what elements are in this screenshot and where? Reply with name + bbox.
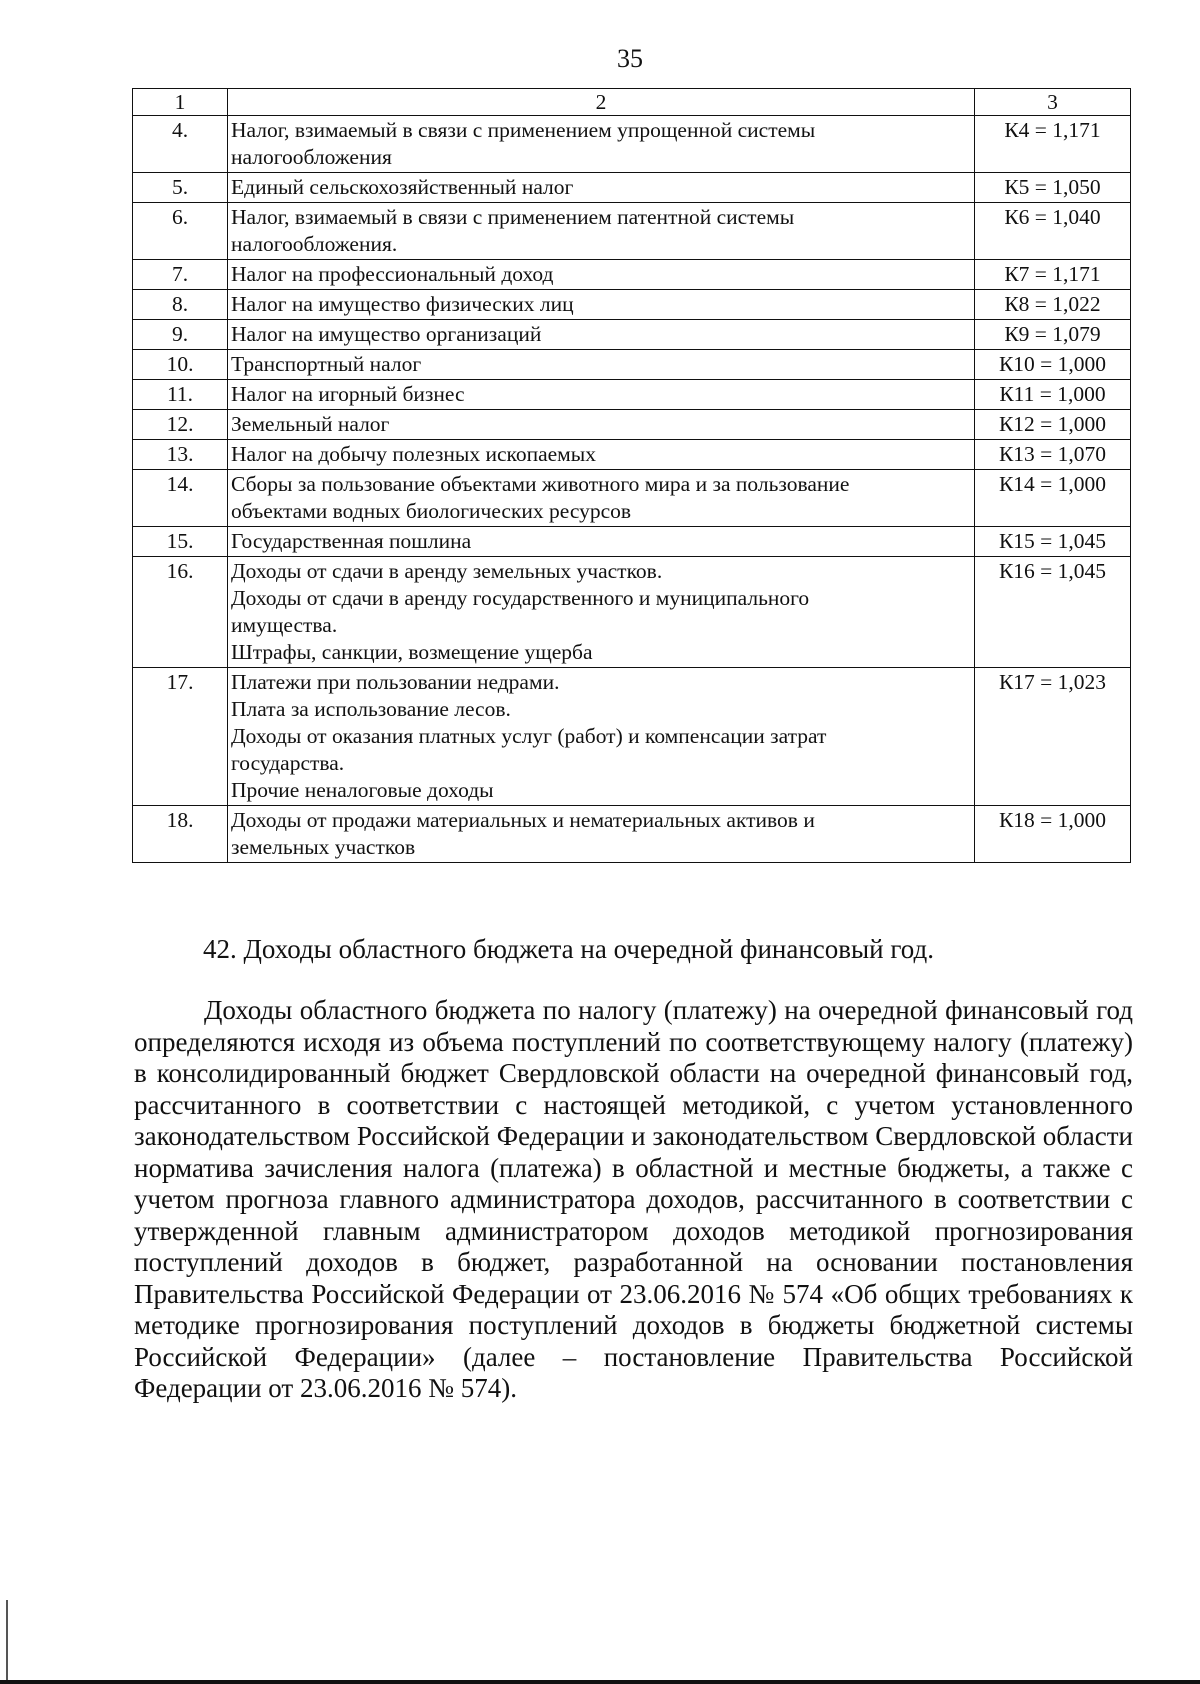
- income-type-line: Земельный налог: [231, 412, 390, 436]
- table-row: [133, 668, 1131, 806]
- table-row: [133, 380, 1131, 410]
- row-number: 10.: [133, 350, 228, 380]
- income-type-line: государства.: [231, 751, 345, 775]
- table-row: [133, 203, 1131, 260]
- coefficient-value: К13 = 1,070: [975, 440, 1131, 470]
- income-type-line: Налог, взимаемый в связи с применением упрощенной системы: [231, 118, 816, 142]
- coefficient-value: К17 = 1,023: [975, 668, 1131, 806]
- coefficient-value: К12 = 1,000: [975, 410, 1131, 440]
- income-type: [228, 350, 975, 380]
- income-type-line: Налог на профессиональный доход: [231, 262, 554, 286]
- table-row: [133, 557, 1131, 668]
- row-number: 18.: [133, 806, 228, 863]
- table-row: [133, 527, 1131, 557]
- header-cell-2: 2: [228, 89, 975, 116]
- row-number: 8.: [133, 290, 228, 320]
- coefficient-value: К15 = 1,045: [975, 527, 1131, 557]
- income-type-line: Сборы за пользование объектами животного мира и за пользование: [231, 472, 850, 496]
- coefficient-value: К4 = 1,171: [975, 116, 1131, 173]
- table-row: [133, 116, 1131, 173]
- row-number: 9.: [133, 320, 228, 350]
- coefficient-value: К8 = 1,022: [975, 290, 1131, 320]
- income-type-line: налогообложения.: [231, 232, 398, 256]
- table-row: [133, 260, 1131, 290]
- income-type-line: Налог на имущество организаций: [231, 322, 542, 346]
- income-type-line: имущества.: [231, 613, 338, 637]
- row-number: 14.: [133, 470, 228, 527]
- income-type: [228, 260, 975, 290]
- table-row: [133, 320, 1131, 350]
- scan-bottom-rule: [0, 1680, 1200, 1684]
- table-row: [133, 350, 1131, 380]
- income-type-line: Налог, взимаемый в связи с применением патентной системы: [231, 205, 795, 229]
- income-type: [228, 380, 975, 410]
- income-type-line: Налог на имущество физических лиц: [231, 292, 574, 316]
- income-type: [228, 203, 975, 260]
- income-type-line: Доходы от сдачи в аренду земельных участков.: [231, 559, 663, 583]
- row-number: 7.: [133, 260, 228, 290]
- income-type-line: Плата за использование лесов.: [231, 697, 511, 721]
- coefficient-value: К11 = 1,000: [975, 380, 1131, 410]
- coefficient-value: К18 = 1,000: [975, 806, 1131, 863]
- row-number: 17.: [133, 668, 228, 806]
- income-type-line: Штрафы, санкции, возмещение ущерба: [231, 640, 593, 664]
- row-number: 6.: [133, 203, 228, 260]
- income-type-line: Транспортный налог: [231, 352, 422, 376]
- row-number: 15.: [133, 527, 228, 557]
- income-type-line: земельных участков: [231, 835, 416, 859]
- income-type: [228, 410, 975, 440]
- coefficient-value: К5 = 1,050: [975, 173, 1131, 203]
- row-number: 13.: [133, 440, 228, 470]
- income-type-line: Налог на игорный бизнес: [231, 382, 465, 406]
- income-type: [228, 557, 975, 668]
- table-row: [133, 440, 1131, 470]
- page-number: 35: [617, 44, 643, 73]
- row-number: 12.: [133, 410, 228, 440]
- income-type-line: Доходы от сдачи в аренду государственного и муниципального: [231, 586, 810, 610]
- table-row: [133, 173, 1131, 203]
- income-type: [228, 470, 975, 527]
- coefficients-table-body: [133, 89, 1131, 863]
- coefficient-value: К16 = 1,045: [975, 557, 1131, 668]
- income-type-line: Доходы от продажи материальных и нематериальных активов и: [231, 808, 815, 832]
- income-type: [228, 668, 975, 806]
- income-type-line: Доходы от оказания платных услуг (работ) и компенсации затрат: [231, 724, 827, 748]
- income-type-line: Налог на добычу полезных ископаемых: [231, 442, 596, 466]
- income-type-line: Государственная пошлина: [231, 529, 472, 553]
- table-row: [133, 410, 1131, 440]
- income-type-line: налогообложения: [231, 145, 392, 169]
- table-row: [133, 290, 1131, 320]
- coefficient-value: К9 = 1,079: [975, 320, 1131, 350]
- income-type: [228, 806, 975, 863]
- row-number: 4.: [133, 116, 228, 173]
- coefficients-table: [132, 88, 1131, 863]
- row-number: 11.: [133, 380, 228, 410]
- income-type: [228, 440, 975, 470]
- coefficient-value: К7 = 1,171: [975, 260, 1131, 290]
- income-type: [228, 527, 975, 557]
- income-type: [228, 116, 975, 173]
- table-row: [133, 470, 1131, 527]
- income-type-line: Единый сельскохозяйственный налог: [231, 175, 574, 199]
- row-number: 5.: [133, 173, 228, 203]
- income-type: [228, 320, 975, 350]
- income-type: [228, 173, 975, 203]
- table-row: [133, 806, 1131, 863]
- scan-edge-mark: [6, 1600, 8, 1680]
- coefficient-value: К6 = 1,040: [975, 203, 1131, 260]
- coefficient-value: К14 = 1,000: [975, 470, 1131, 527]
- table-header-row: [133, 89, 1131, 116]
- header-cell-1: 1: [133, 89, 228, 116]
- income-type-line: Платежи при пользовании недрами.: [231, 670, 560, 694]
- income-type-line: Прочие неналоговые доходы: [231, 778, 494, 802]
- coefficient-value: К10 = 1,000: [975, 350, 1131, 380]
- income-type: [228, 290, 975, 320]
- section-heading: 42. Доходы областного бюджета на очередной финансовый год.: [203, 934, 934, 964]
- row-number: 16.: [133, 557, 228, 668]
- header-cell-3: 3: [975, 89, 1131, 116]
- income-type-line: объектами водных биологических ресурсов: [231, 499, 632, 523]
- body-paragraph: Доходы областного бюджета по налогу (платежу) на очередной финансовый год определяются исходя из объема поступлений по соответствующему налогу (платежу) в консолидированный бюджет Свердловской области на очередной финансовый год, рассчитанного в соответствии с настоящей методикой, с учетом установленного законодательством Российской Федерации и законодательством Свердловской области норматива зачисления налога (платежа) в областной и местные бюджеты, а также с учетом прогноза главного администратора доходов, рассчитанного в соответствии с утвержденной главным администратором доходов методикой прогнозирования поступлений доходов в бюджет, разработанной на основании постановления Правительства Российской Федерации от 23.06.2016 № 574 «Об общих требованиях к методике прогнозирования поступлений доходов в бюджеты бюджетной системы Российской Федерации» (далее – постановление Правительства Российской Федерации от 23.06.2016 № 574).: [134, 995, 1133, 1403]
